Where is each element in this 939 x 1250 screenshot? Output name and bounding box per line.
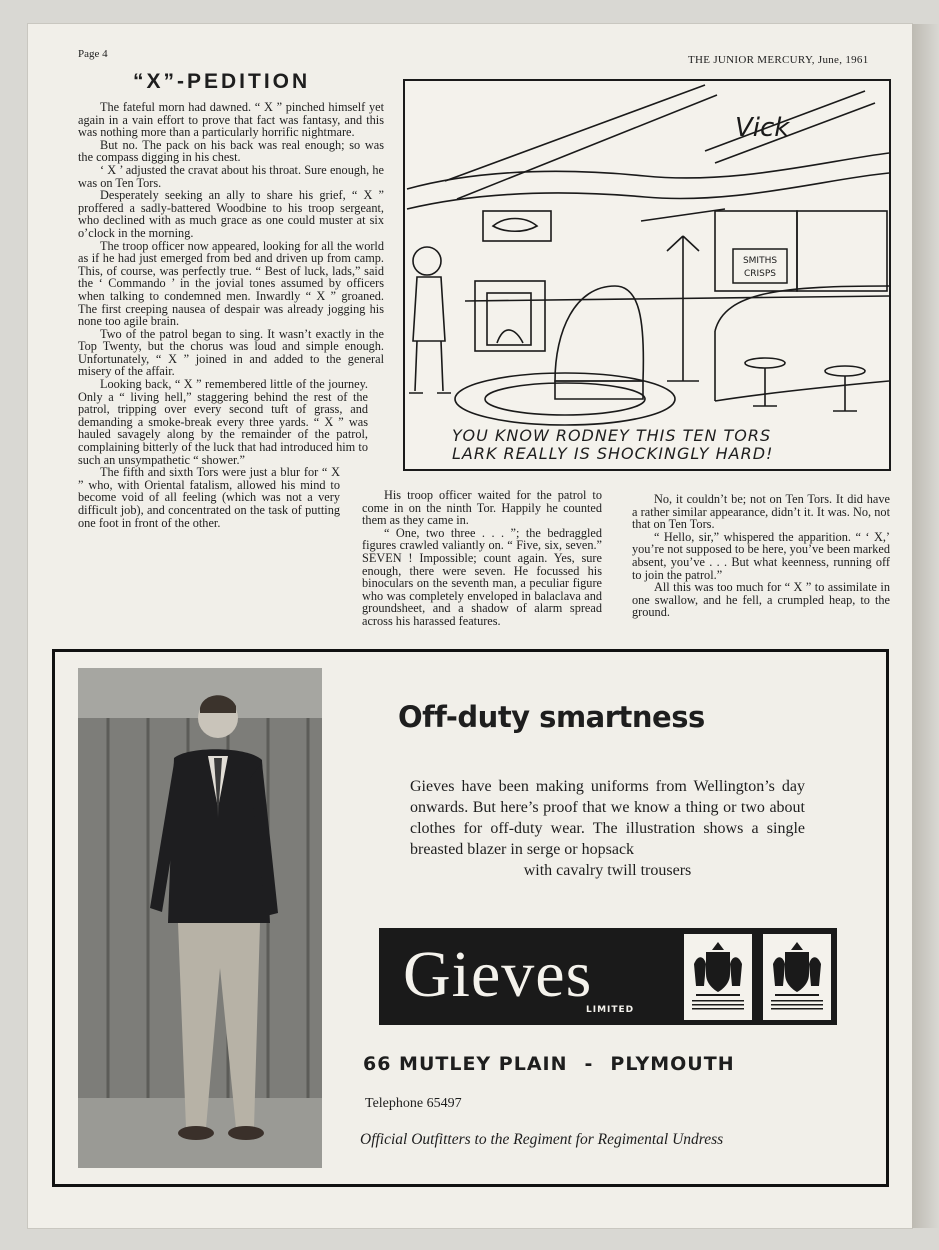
masthead: THE JUNIOR MERCURY, June, 1961 xyxy=(688,54,869,66)
cartoon-caption-line-1: YOU KNOW RODNEY THIS TEN TORS xyxy=(452,426,772,445)
article-column-1 xyxy=(78,101,384,529)
binding-edge xyxy=(912,24,939,1228)
cartoon-illustration xyxy=(403,79,891,471)
paragraph: The fateful morn had dawned. “ X ” pinched himself yet again in a vain effort to prove that fact was fantasy, and this was nothing more than a particularly horrific nightmare. xyxy=(78,100,384,140)
paragraph: “ Hello, sir,” whispered the apparition. “ ‘ X,’ you’re not supposed to be here, you’ve been marked absent, you’ve . . . But what keenness, running off to join the patrol.” xyxy=(632,529,890,582)
article-column-3 xyxy=(632,493,890,619)
ad-body-main: Gieves have been making uniforms from Wellington’s day onwards. But here’s proof that we know a thing or two about clothes for off-duty wear. The illustration shows a single breasted blazer in serge or hopsack xyxy=(410,778,805,858)
address-city: PLYMOUTH xyxy=(610,1053,735,1075)
article-title: “X”-PEDITION xyxy=(133,70,311,93)
address-separator: - xyxy=(584,1053,594,1075)
cartoon-caption-line-2: LARK REALLY IS SHOCKINGLY HARD! xyxy=(452,444,774,463)
paragraph: “ One, two three . . . ”; the bedraggled figures crawled valiantly on. “ Five, six, seven.” SEVEN ! Impossible; count again. Yes, sure enough, there were seven. He focussed his binoculars on the seventh man, a peculiar figure who was completely enveloped in balaclava and groundsheet, and a shadow of alarm spread across his harassed features. xyxy=(362,525,602,628)
page-number: Page 4 xyxy=(78,48,108,60)
cartoon-drawing xyxy=(405,81,889,469)
ad-address xyxy=(363,1053,735,1075)
paragraph: Two of the patrol began to sing. It wasn’t exactly in the Top Twenty, but the chorus was loud and simple enough. Unfortunately, “ X ” joined in and added to the general misery of the affair. xyxy=(78,326,384,379)
paragraph: All this was too much for “ X ” to assimilate in one swallow, and he fell, a crumpled heap, to the ground. xyxy=(632,580,890,620)
ad-headline: Off-duty smartness xyxy=(398,700,705,734)
brand-name: Gieves xyxy=(403,938,593,1011)
paragraph: Desperately seeking an ally to share his grief, “ X ” proffered a sadly-battered Woodbine to his troop sergeant, who declined with as much grace as one could muster at six o’clock in the morning. xyxy=(78,188,384,240)
paragraph: The fifth and sixth Tors were just a blur for “ X ” who, with Oriental fatalism, allowed his mind to become void of all feeling (which was not a very difficult job), and concentrated on the task of putting one foot in front of the other. xyxy=(78,465,340,530)
paragraph: No, it couldn’t be; not on Ten Tors. It did have a rather similar appearance, didn’t it. It was. No, not that on Ten Tors. xyxy=(632,492,890,532)
paragraph: But no. The pack on his back was real enough; so was the compass digging in his chest. xyxy=(78,137,384,165)
ad-body-text xyxy=(410,776,805,881)
paragraph: Looking back, “ X ” remembered little of the journey. Only a “ living hell,” staggering behind the rest of the patrol, tripping over every second tuft of grass, and demanding a smoke-break every three yards. “ X ” was hauled savagely along by the remainder of the patrol, complaining bitterly of the luck that had introduced him to such an unsympathetic “ shower.” xyxy=(78,377,368,467)
royal-warrant-crest-icon xyxy=(684,934,752,1020)
article-column-2 xyxy=(362,489,602,628)
ad-official-outfitters: Official Outfitters to the Regiment for Regimental Undress xyxy=(360,1131,724,1148)
svg-text:SMITHS: SMITHS xyxy=(742,256,778,266)
royal-warrant-crest-icon xyxy=(763,934,831,1020)
address-street: 66 MUTLEY PLAIN xyxy=(363,1053,568,1075)
paragraph: ‘ X ’ adjusted the cravat about his throat. Sure enough, he was on Ten Tors. xyxy=(78,162,384,190)
paragraph: The troop officer now appeared, looking for all the world as if he had just emerged from bed and driven up from camp. This, of course, was perfectly true. “ Best of luck, lads,” said the ‘ Commando ’ in the jovial tones assumed by officers when talking to condemned men. Inwardly “ X ” groaned. The first creeping nausea of despair was already jogging his none too agile brain. xyxy=(78,238,384,329)
model-photo xyxy=(78,668,322,1168)
brand-limited: LIMITED xyxy=(586,1005,635,1015)
ad-telephone: Telephone 65497 xyxy=(365,1096,462,1111)
ad-body-last-line: with cavalry twill trousers xyxy=(523,862,692,879)
svg-text:Vick: Vick xyxy=(735,113,790,143)
paragraph: His troop officer waited for the patrol to come in on the ninth Tor. Happily he counted them as they came in. xyxy=(362,488,602,528)
svg-text:CRISPS: CRISPS xyxy=(743,269,777,279)
